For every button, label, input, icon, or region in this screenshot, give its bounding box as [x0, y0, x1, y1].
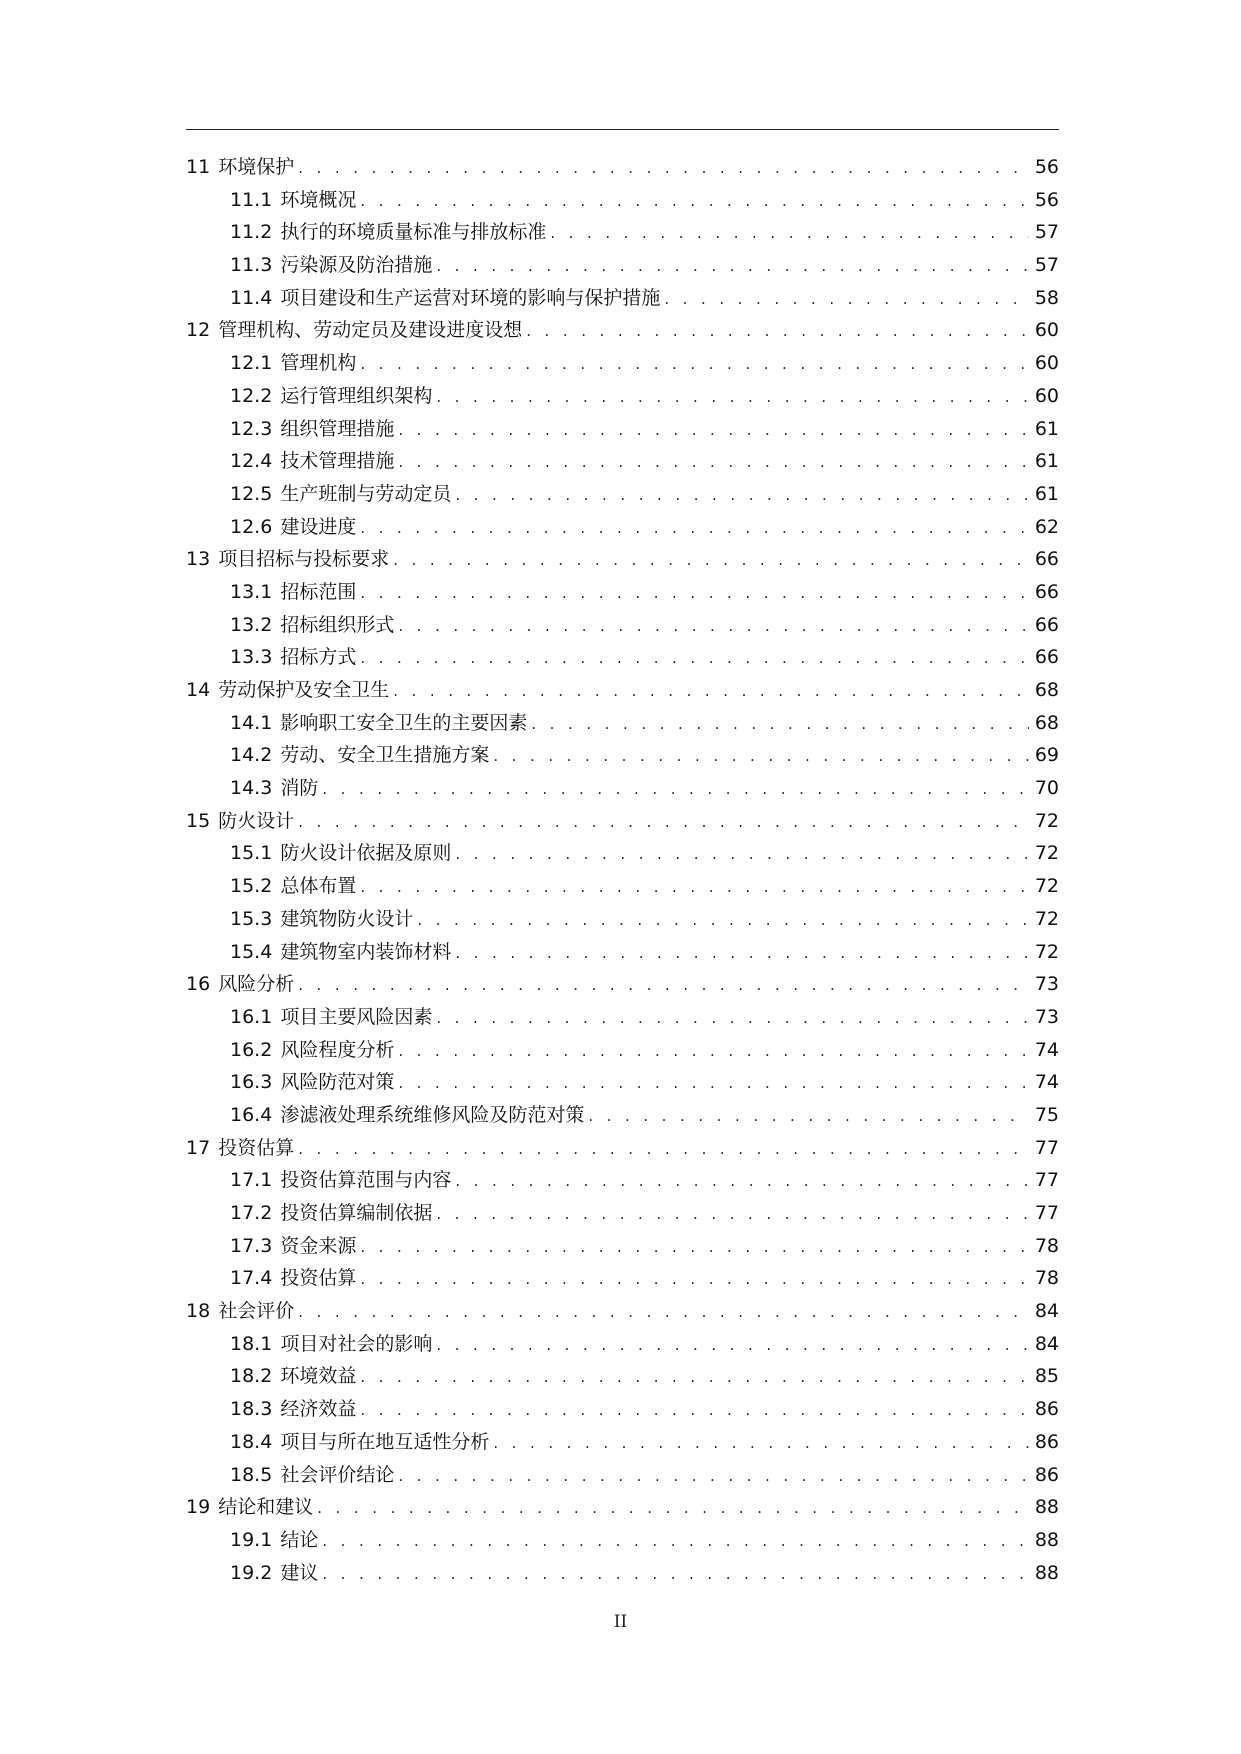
toc-dot-leader: [455, 937, 1028, 969]
toc-section-entry[interactable]: [186, 1524, 1059, 1557]
toc-entry-title: 管理机构、劳动定员及建设进度设想: [218, 319, 523, 342]
toc-dot-leader: [436, 1198, 1028, 1230]
toc-entry-page: 60: [1034, 384, 1059, 407]
toc-dot-leader: [550, 217, 1028, 249]
toc-entry-number: 17.4: [230, 1267, 273, 1290]
toc-entry-number: 17: [186, 1136, 211, 1159]
toc-entry-number: 18.1: [230, 1332, 273, 1355]
toc-dot-leader: [360, 1231, 1028, 1263]
toc-entry-page: 72: [1034, 940, 1059, 963]
toc-entry-title: 社会评价: [218, 1300, 295, 1323]
toc-entry-title: 建议: [280, 1561, 319, 1584]
toc-entry-number: 17.3: [230, 1234, 273, 1257]
toc-entry-number: 13: [186, 548, 211, 571]
toc-section-entry[interactable]: [186, 1034, 1059, 1067]
toc-entry-number: 19.2: [230, 1561, 273, 1584]
toc-entry-number: 14.1: [230, 711, 273, 734]
toc-entry-number: 11: [186, 156, 211, 178]
toc-entry-title: 技术管理措施: [280, 450, 395, 473]
toc-dot-leader: [393, 675, 1029, 707]
toc-entry-page: 66: [1034, 646, 1059, 669]
toc-entry-page: 77: [1034, 1136, 1059, 1159]
toc-entry-title: 建筑物室内装饰材料: [280, 940, 452, 963]
toc-entry-title: 结论: [280, 1528, 319, 1551]
toc-section-entry[interactable]: [186, 1393, 1059, 1426]
toc-entry-number: 12.2: [230, 384, 273, 407]
toc-chapter-entry[interactable]: [186, 968, 1059, 1001]
toc-dot-leader: [398, 1460, 1028, 1492]
toc-dot-leader: [455, 838, 1028, 870]
toc-section-entry[interactable]: [186, 1262, 1059, 1295]
toc-dot-leader: [493, 1427, 1028, 1459]
toc-entry-number: 12.5: [230, 482, 273, 505]
toc-section-entry[interactable]: [186, 576, 1059, 609]
toc-entry-page: 72: [1034, 875, 1059, 898]
toc-dot-leader: [417, 904, 1028, 936]
toc-entry-page: 84: [1034, 1300, 1059, 1323]
toc-entry-number: 15.1: [230, 842, 273, 865]
toc-entry-page: 57: [1034, 221, 1059, 244]
toc-entry-title: 劳动、安全卫生措施方案: [280, 744, 490, 767]
toc-section-entry[interactable]: [186, 1360, 1059, 1393]
toc-section-entry[interactable]: [186, 1066, 1059, 1099]
toc-entry-title: 执行的环境质量标准与排放标准: [280, 221, 547, 244]
toc-entry-number: 18.5: [230, 1463, 273, 1486]
toc-dot-leader: [322, 773, 1028, 805]
toc-entry-title: 招标组织形式: [280, 613, 395, 636]
toc-dot-leader: [393, 544, 1029, 576]
toc-entry-title: 结论和建议: [218, 1496, 314, 1519]
toc-entry-title: 项目主要风险因素: [280, 1005, 433, 1028]
toc-entry-number: 18.2: [230, 1365, 273, 1388]
toc-dot-leader: [298, 1133, 1029, 1165]
toc-chapter-entry[interactable]: [186, 674, 1059, 707]
toc-entry-page: 61: [1034, 450, 1059, 473]
toc-entry-title: 招标范围: [280, 580, 357, 603]
toc-entry-page: 62: [1034, 515, 1059, 538]
toc-dot-leader: [360, 1263, 1028, 1295]
toc-entry-number: 17.1: [230, 1169, 273, 1192]
toc-entry-title: 风险防范对策: [280, 1071, 395, 1094]
toc-dot-leader: [436, 1002, 1028, 1034]
toc-entry-page: 78: [1034, 1267, 1059, 1290]
toc-entry-page: 88: [1034, 1561, 1059, 1584]
toc-entry-title: 项目招标与投标要求: [218, 548, 390, 571]
toc-section-entry[interactable]: [186, 380, 1059, 413]
toc-entry-page: 75: [1034, 1103, 1059, 1126]
toc-entry-page: 86: [1034, 1398, 1059, 1421]
toc-entry-title: 建设进度: [280, 515, 357, 538]
toc-entry-title: 消防: [280, 777, 319, 800]
toc-entry-title: 招标方式: [280, 646, 357, 669]
toc-entry-title: 投资估算: [280, 1267, 357, 1290]
toc-entry-page: 74: [1034, 1071, 1059, 1094]
toc-dot-leader: [298, 969, 1029, 1001]
toc-entry-title: 生产班制与劳动定员: [280, 482, 452, 505]
toc-section-entry[interactable]: [186, 347, 1059, 380]
toc-dot-leader: [664, 283, 1028, 315]
toc-entry-title: 经济效益: [280, 1398, 357, 1421]
toc-dot-leader: [398, 414, 1028, 446]
toc-entry-title: 劳动保护及安全卫生: [218, 679, 390, 701]
toc-dot-leader: [398, 1035, 1028, 1067]
toc-dot-leader: [531, 708, 1028, 740]
toc-dot-leader: [322, 1558, 1028, 1590]
toc-entry-number: 14: [186, 679, 211, 701]
toc-entry-number: 16.2: [230, 1038, 273, 1061]
toc-entry-page: 66: [1034, 613, 1059, 636]
toc-section-entry[interactable]: [186, 1197, 1059, 1230]
toc-entry-page: 88: [1034, 1496, 1059, 1519]
toc-entry-page: 58: [1034, 286, 1059, 309]
toc-dot-leader: [493, 740, 1028, 772]
toc-entry-number: 13.1: [230, 580, 273, 603]
toc-chapter-entry[interactable]: [186, 805, 1059, 838]
toc-dot-leader: [317, 1492, 1029, 1524]
toc-dot-leader: [360, 348, 1028, 380]
toc-entry-page: 68: [1034, 711, 1059, 734]
toc-entry-page: 56: [1034, 188, 1059, 211]
toc-entry-number: 14.2: [230, 744, 273, 767]
toc-entry-title: 建筑物防火设计: [280, 907, 414, 930]
toc-section-entry[interactable]: [186, 1557, 1059, 1590]
toc-entry-number: 12.3: [230, 417, 273, 440]
toc-section-entry[interactable]: [186, 1459, 1059, 1492]
toc-chapter-entry[interactable]: [186, 1132, 1059, 1165]
toc-entry-number: 12.4: [230, 450, 273, 473]
toc-dot-leader: [322, 1525, 1028, 1557]
toc-dot-leader: [455, 479, 1028, 511]
toc-entry-page: 70: [1034, 777, 1059, 800]
toc-section-entry[interactable]: [186, 1099, 1059, 1132]
toc-section-entry[interactable]: [186, 1328, 1059, 1361]
toc-dot-leader: [398, 610, 1028, 642]
toc-section-entry[interactable]: [186, 772, 1059, 805]
toc-entry-title: 环境概况: [280, 188, 357, 211]
toc-entry-page: 86: [1034, 1463, 1059, 1486]
toc-entry-page: 77: [1034, 1169, 1059, 1192]
toc-entry-number: 16.1: [230, 1005, 273, 1028]
toc-entry-number: 15.3: [230, 907, 273, 930]
toc-entry-page: 73: [1034, 1005, 1059, 1028]
toc-entry-page: 61: [1034, 482, 1059, 505]
toc-dot-leader: [588, 1100, 1028, 1132]
toc-entry-page: 69: [1034, 744, 1059, 767]
toc-entry-page: 60: [1034, 319, 1059, 342]
toc-entry-page: 57: [1034, 254, 1059, 277]
header-rule: [186, 129, 1059, 130]
toc-section-entry[interactable]: [186, 641, 1059, 674]
toc-entry-number: 11.1: [230, 188, 273, 211]
table-of-contents: [186, 151, 1059, 1589]
toc-entry-title: 风险分析: [218, 973, 295, 996]
toc-entry-number: 16.4: [230, 1103, 273, 1126]
toc-section-entry[interactable]: [186, 445, 1059, 478]
toc-entry-number: 18.3: [230, 1398, 273, 1421]
toc-entry-page: 61: [1034, 417, 1059, 440]
toc-entry-number: 12.1: [230, 352, 273, 375]
toc-entry-page: 68: [1034, 679, 1059, 701]
toc-entry-number: 11.4: [230, 286, 273, 309]
toc-entry-title: 渗滤液处理系统维修风险及防范对策: [280, 1103, 585, 1126]
toc-entry-title: 防火设计: [218, 809, 295, 832]
toc-section-entry[interactable]: [186, 413, 1059, 446]
toc-entry-number: 13.3: [230, 646, 273, 669]
toc-dot-leader: [360, 512, 1028, 544]
toc-entry-number: 19.1: [230, 1528, 273, 1551]
toc-entry-page: 74: [1034, 1038, 1059, 1061]
toc-chapter-entry[interactable]: [186, 543, 1059, 576]
toc-section-entry[interactable]: [186, 609, 1059, 642]
toc-dot-leader: [360, 1361, 1028, 1393]
toc-section-entry[interactable]: [186, 478, 1059, 511]
toc-entry-title: 管理机构: [280, 352, 357, 375]
toc-chapter-entry[interactable]: [186, 1491, 1059, 1524]
toc-dot-leader: [398, 446, 1028, 478]
toc-dot-leader: [360, 642, 1028, 674]
toc-section-entry[interactable]: [186, 739, 1059, 772]
toc-section-entry[interactable]: [186, 936, 1059, 969]
toc-entry-page: 78: [1034, 1234, 1059, 1257]
toc-entry-number: 16.3: [230, 1071, 273, 1094]
toc-entry-number: 11.3: [230, 254, 273, 277]
toc-section-entry[interactable]: [186, 1426, 1059, 1459]
toc-entry-number: 15.2: [230, 875, 273, 898]
toc-dot-leader: [436, 1329, 1028, 1361]
toc-entry-number: 17.2: [230, 1202, 273, 1224]
toc-entry-page: 73: [1034, 973, 1059, 996]
toc-entry-number: 13.2: [230, 613, 273, 636]
toc-entry-title: 项目与所在地互适性分析: [280, 1430, 490, 1453]
toc-entry-page: 72: [1034, 907, 1059, 930]
toc-section-entry[interactable]: [186, 707, 1059, 740]
toc-section-entry[interactable]: [186, 249, 1059, 282]
toc-entry-title: 环境保护: [218, 156, 295, 178]
toc-section-entry[interactable]: [186, 511, 1059, 544]
toc-entry-title: 投资估算范围与内容: [280, 1169, 452, 1192]
toc-entry-title: 影响职工安全卫生的主要因素: [280, 711, 528, 734]
toc-entry-page: 86: [1034, 1430, 1059, 1453]
toc-entry-title: 项目对社会的影响: [280, 1332, 433, 1355]
toc-entry-title: 组织管理措施: [280, 417, 395, 440]
toc-dot-leader: [455, 1165, 1028, 1197]
toc-entry-title: 投资估算编制依据: [280, 1202, 433, 1224]
toc-section-entry[interactable]: [186, 282, 1059, 315]
toc-entry-title: 社会评价结论: [280, 1463, 395, 1486]
toc-dot-leader: [436, 381, 1028, 413]
toc-chapter-entry[interactable]: [186, 1295, 1059, 1328]
toc-dot-leader: [360, 577, 1028, 609]
toc-section-entry[interactable]: [186, 870, 1059, 903]
toc-dot-leader: [298, 1296, 1029, 1328]
toc-entry-title: 资金来源: [280, 1234, 357, 1257]
toc-section-entry[interactable]: [186, 1164, 1059, 1197]
toc-entry-title: 总体布置: [280, 875, 357, 898]
toc-dot-leader: [360, 871, 1028, 903]
toc-entry-number: 15: [186, 809, 211, 832]
toc-dot-leader: [360, 185, 1028, 217]
toc-entry-number: 18: [186, 1300, 211, 1323]
toc-dot-leader: [436, 250, 1028, 282]
page-number: II: [613, 1612, 628, 1632]
toc-section-entry[interactable]: [186, 903, 1059, 936]
toc-entry-title: 污染源及防治措施: [280, 254, 433, 277]
toc-entry-number: 12.6: [230, 515, 273, 538]
toc-entry-page: 72: [1034, 842, 1059, 865]
toc-entry-page: 84: [1034, 1332, 1059, 1355]
toc-section-entry[interactable]: [186, 1001, 1059, 1034]
toc-entry-page: 85: [1034, 1365, 1059, 1388]
toc-entry-page: 88: [1034, 1528, 1059, 1551]
toc-entry-title: 项目建设和生产运营对环境的影响与保护措施: [280, 286, 661, 309]
toc-entry-number: 16: [186, 973, 211, 996]
toc-entry-page: 56: [1034, 156, 1059, 178]
toc-dot-leader: [398, 1067, 1028, 1099]
toc-dot-leader: [360, 1394, 1028, 1426]
toc-section-entry[interactable]: [186, 184, 1059, 217]
toc-entry-title: 防火设计依据及原则: [280, 842, 452, 865]
toc-entry-title: 投资估算: [218, 1136, 295, 1159]
toc-entry-page: 72: [1034, 809, 1059, 832]
toc-entry-number: 11.2: [230, 221, 273, 244]
toc-entry-number: 19: [186, 1496, 211, 1519]
toc-section-entry[interactable]: [186, 1230, 1059, 1263]
toc-dot-leader: [298, 806, 1029, 838]
toc-chapter-entry[interactable]: [186, 151, 1059, 184]
toc-section-entry[interactable]: [186, 837, 1059, 870]
toc-entry-title: 风险程度分析: [280, 1038, 395, 1061]
toc-entry-title: 运行管理组织架构: [280, 384, 433, 407]
toc-entry-number: 12: [186, 319, 211, 342]
toc-entry-page: 66: [1034, 548, 1059, 571]
toc-entry-page: 60: [1034, 352, 1059, 375]
toc-dot-leader: [526, 315, 1029, 347]
toc-section-entry[interactable]: [186, 216, 1059, 249]
toc-chapter-entry[interactable]: [186, 314, 1059, 347]
toc-entry-number: 15.4: [230, 940, 273, 963]
toc-entry-page: 66: [1034, 580, 1059, 603]
toc-dot-leader: [298, 152, 1029, 184]
toc-entry-page: 77: [1034, 1202, 1059, 1224]
toc-entry-number: 18.4: [230, 1430, 273, 1453]
toc-entry-title: 环境效益: [280, 1365, 357, 1388]
toc-entry-number: 14.3: [230, 777, 273, 800]
